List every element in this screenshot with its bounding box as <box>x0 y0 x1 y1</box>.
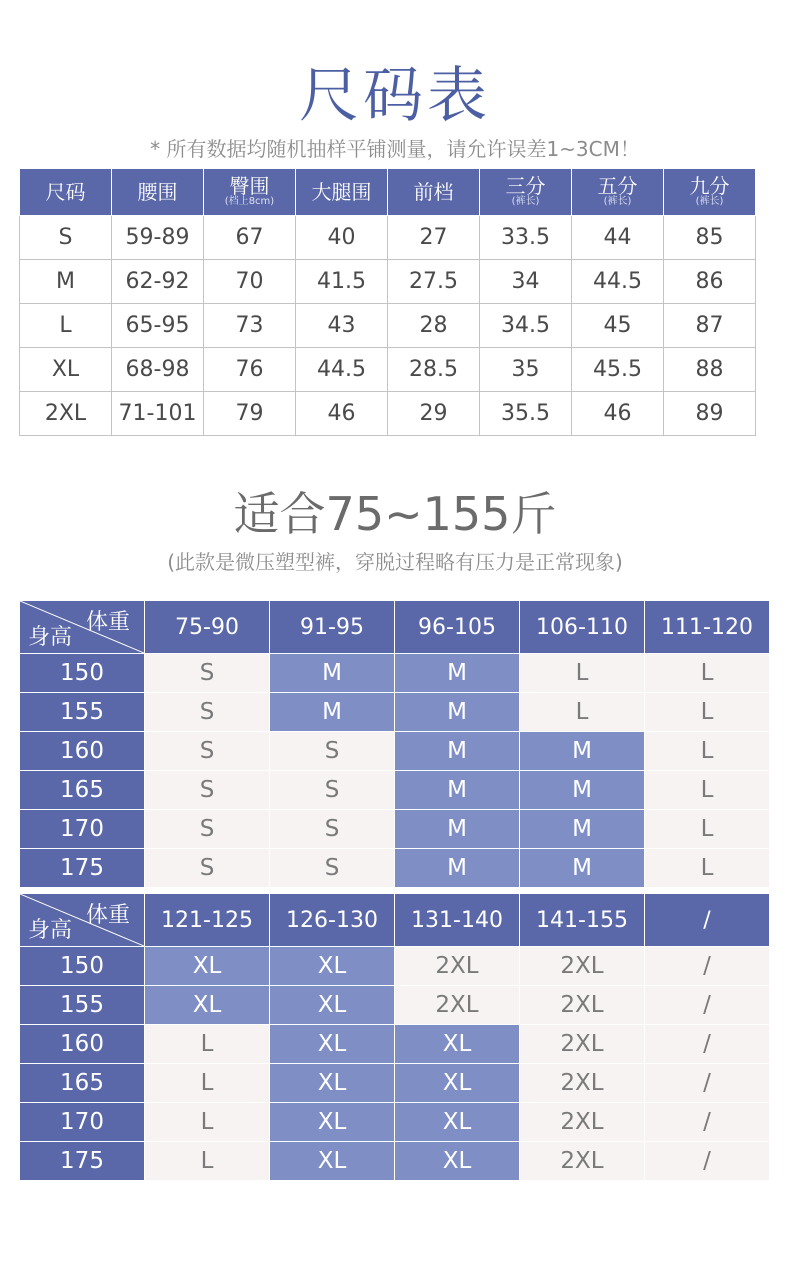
recommended-size-cell: XL <box>145 947 270 986</box>
size-chart-row <box>20 392 756 436</box>
header-label: 尺码 <box>45 179 86 204</box>
weight-range-header: 126-130 <box>270 894 395 947</box>
recommended-size-cell: XL <box>270 1025 395 1064</box>
header-sublabel: (裤长) <box>695 196 724 208</box>
recommendation-row <box>20 1064 770 1103</box>
recommended-size-cell: 2XL <box>520 1142 645 1181</box>
size-chart-cell: 33.5 <box>480 216 572 260</box>
size-chart-cell: 73 <box>204 304 296 348</box>
size-chart-header-cell <box>296 169 388 216</box>
height-cell: 155 <box>20 693 145 732</box>
recommended-size-cell: M <box>395 849 520 888</box>
height-cell: 160 <box>20 1025 145 1064</box>
height-weight-corner-cell <box>20 601 145 654</box>
size-chart-cell: 70 <box>204 260 296 304</box>
recommended-size-cell: M <box>520 810 645 849</box>
recommended-size-cell: L <box>145 1025 270 1064</box>
recommended-size-cell: S <box>145 810 270 849</box>
header-label: 九分 <box>689 174 730 199</box>
recommended-size-cell: M <box>395 732 520 771</box>
size-chart-row <box>20 216 756 260</box>
header-label: 五分 <box>597 174 638 199</box>
recommended-size-cell: 2XL <box>395 986 520 1025</box>
recommended-size-cell: L <box>520 693 645 732</box>
size-chart-table <box>19 168 756 436</box>
weight-range-header: 111-120 <box>645 601 770 654</box>
recommended-size-cell: L <box>645 732 770 771</box>
recommendation-row <box>20 810 770 849</box>
recommended-size-cell: M <box>395 693 520 732</box>
size-chart-cell: 76 <box>204 348 296 392</box>
recommended-size-cell: / <box>645 1103 770 1142</box>
height-cell: 170 <box>20 1103 145 1142</box>
height-cell: 150 <box>20 947 145 986</box>
height-axis-label: 身高 <box>28 918 73 943</box>
header-sublabel: (裤长) <box>603 196 632 208</box>
recommended-size-cell: XL <box>270 986 395 1025</box>
recommended-size-cell: L <box>145 1103 270 1142</box>
size-chart-cell: 44 <box>572 216 664 260</box>
recommendation-row <box>20 771 770 810</box>
size-chart-cell: 41.5 <box>296 260 388 304</box>
recommendation-header-row <box>20 601 770 654</box>
height-weight-corner-cell <box>20 894 145 947</box>
recommended-size-cell: 2XL <box>520 1103 645 1142</box>
size-chart-cell: 67 <box>204 216 296 260</box>
recommended-size-cell: 2XL <box>520 1064 645 1103</box>
size-chart-cell: 2XL <box>20 392 112 436</box>
size-chart-cell: 27 <box>388 216 480 260</box>
size-chart-cell: M <box>20 260 112 304</box>
recommendation-row <box>20 732 770 771</box>
size-chart-cell: 44.5 <box>296 348 388 392</box>
header-sublabel: (裤长) <box>511 196 540 208</box>
header-label: 前档 <box>413 179 454 204</box>
weight-range-header: 96-105 <box>395 601 520 654</box>
height-cell: 170 <box>20 810 145 849</box>
size-chart-cell: 65-95 <box>112 304 204 348</box>
recommended-size-cell: / <box>645 1025 770 1064</box>
size-chart-cell: 79 <box>204 392 296 436</box>
recommended-size-cell: L <box>645 849 770 888</box>
recommended-size-cell: / <box>645 1142 770 1181</box>
header-label: 腰围 <box>137 179 178 204</box>
recommended-size-cell: XL <box>395 1064 520 1103</box>
size-chart-cell: 28.5 <box>388 348 480 392</box>
recommended-size-cell: S <box>145 654 270 693</box>
size-chart-cell: 85 <box>664 216 756 260</box>
size-chart-header-cell <box>20 169 112 216</box>
size-recommendation-table-2 <box>19 893 770 1181</box>
recommended-size-cell: M <box>395 654 520 693</box>
weight-axis-label: 体重 <box>85 903 130 928</box>
height-cell: 165 <box>20 771 145 810</box>
header-sublabel: (档上8cm) <box>224 196 275 208</box>
weight-range-header: 91-95 <box>270 601 395 654</box>
recommended-size-cell: L <box>645 654 770 693</box>
weight-range-header: 75-90 <box>145 601 270 654</box>
recommended-size-cell: M <box>520 771 645 810</box>
recommended-size-cell: L <box>145 1064 270 1103</box>
size-chart-header-cell <box>388 169 480 216</box>
recommended-size-cell: S <box>270 771 395 810</box>
measurement-note: * 所有数据均随机抽样平铺测量，请允许误差1~3CM！ <box>150 137 640 161</box>
recommended-size-cell: L <box>145 1142 270 1181</box>
recommended-size-cell: S <box>145 732 270 771</box>
size-chart-cell: 59-89 <box>112 216 204 260</box>
size-chart-cell: 46 <box>572 392 664 436</box>
size-chart-cell: XL <box>20 348 112 392</box>
size-chart-cell: 88 <box>664 348 756 392</box>
recommended-size-cell: 2XL <box>520 1025 645 1064</box>
recommended-size-cell: XL <box>270 1103 395 1142</box>
recommended-size-cell: XL <box>270 947 395 986</box>
recommended-size-cell: 2XL <box>395 947 520 986</box>
size-chart-header-cell <box>112 169 204 216</box>
size-recommendation-table-1 <box>19 600 770 888</box>
size-chart-header-cell <box>204 169 296 216</box>
recommended-size-cell: S <box>145 849 270 888</box>
recommended-size-cell: M <box>270 654 395 693</box>
weight-range-header: 131-140 <box>395 894 520 947</box>
recommended-size-cell: L <box>645 771 770 810</box>
header-label: 大腿围 <box>311 179 372 204</box>
recommended-size-cell: S <box>145 693 270 732</box>
size-chart-cell: 34 <box>480 260 572 304</box>
size-chart-cell: 43 <box>296 304 388 348</box>
recommended-size-cell: XL <box>145 986 270 1025</box>
size-chart-cell: 46 <box>296 392 388 436</box>
recommended-size-cell: M <box>270 693 395 732</box>
size-chart-cell: L <box>20 304 112 348</box>
recommended-size-cell: XL <box>270 1142 395 1181</box>
recommended-size-cell: / <box>645 947 770 986</box>
compression-note: (此款是微压塑型裤，穿脱过程略有压力是正常现象) <box>167 550 623 574</box>
size-chart-header-cell <box>480 169 572 216</box>
recommended-size-cell: / <box>645 986 770 1025</box>
recommended-size-cell: XL <box>270 1064 395 1103</box>
recommended-size-cell: L <box>520 654 645 693</box>
recommended-size-cell: M <box>395 810 520 849</box>
size-chart-cell: 35.5 <box>480 392 572 436</box>
size-chart-row <box>20 348 756 392</box>
weight-axis-label: 体重 <box>85 610 130 635</box>
recommended-size-cell: XL <box>395 1025 520 1064</box>
recommended-size-cell: XL <box>395 1103 520 1142</box>
size-chart-cell: 89 <box>664 392 756 436</box>
size-chart-cell: 44.5 <box>572 260 664 304</box>
recommendation-row <box>20 986 770 1025</box>
size-chart-cell: 62-92 <box>112 260 204 304</box>
size-chart-cell: 87 <box>664 304 756 348</box>
weight-range-title: 适合75~155斤 <box>233 487 557 541</box>
size-chart-row <box>20 260 756 304</box>
recommended-size-cell: M <box>520 732 645 771</box>
size-chart-header-cell <box>664 169 756 216</box>
size-chart-cell: 34.5 <box>480 304 572 348</box>
recommendation-row <box>20 654 770 693</box>
size-chart-cell: 71-101 <box>112 392 204 436</box>
size-chart-cell: 35 <box>480 348 572 392</box>
header-label: 三分 <box>505 174 546 199</box>
recommended-size-cell: XL <box>395 1142 520 1181</box>
page-title: 尺码表 <box>299 61 491 131</box>
size-chart-cell: 86 <box>664 260 756 304</box>
recommended-size-cell: L <box>645 810 770 849</box>
recommended-size-cell: M <box>520 849 645 888</box>
weight-range-header: 106-110 <box>520 601 645 654</box>
height-cell: 165 <box>20 1064 145 1103</box>
recommended-size-cell: S <box>270 810 395 849</box>
size-chart-cell: 27.5 <box>388 260 480 304</box>
recommendation-header-row <box>20 894 770 947</box>
recommended-size-cell: S <box>270 849 395 888</box>
size-chart-cell: S <box>20 216 112 260</box>
recommended-size-cell: L <box>645 693 770 732</box>
size-chart-cell: 40 <box>296 216 388 260</box>
recommendation-row <box>20 947 770 986</box>
size-chart-cell: 28 <box>388 304 480 348</box>
recommended-size-cell: S <box>145 771 270 810</box>
recommendation-row <box>20 1142 770 1181</box>
recommended-size-cell: 2XL <box>520 947 645 986</box>
size-chart-row <box>20 304 756 348</box>
recommendation-row <box>20 693 770 732</box>
height-cell: 175 <box>20 1142 145 1181</box>
recommended-size-cell: 2XL <box>520 986 645 1025</box>
weight-range-header: 141-155 <box>520 894 645 947</box>
height-cell: 155 <box>20 986 145 1025</box>
size-chart-header-cell <box>572 169 664 216</box>
height-cell: 150 <box>20 654 145 693</box>
recommended-size-cell: M <box>395 771 520 810</box>
size-chart-cell: 45.5 <box>572 348 664 392</box>
height-cell: 160 <box>20 732 145 771</box>
size-chart-cell: 68-98 <box>112 348 204 392</box>
height-axis-label: 身高 <box>28 625 73 650</box>
size-chart-cell: 45 <box>572 304 664 348</box>
height-cell: 175 <box>20 849 145 888</box>
recommended-size-cell: / <box>645 1064 770 1103</box>
recommendation-row <box>20 849 770 888</box>
weight-range-header: / <box>645 894 770 947</box>
recommendation-row <box>20 1103 770 1142</box>
header-label: 臀围 <box>229 174 270 199</box>
recommendation-row <box>20 1025 770 1064</box>
size-chart-cell: 29 <box>388 392 480 436</box>
weight-range-header: 121-125 <box>145 894 270 947</box>
size-chart-header-row <box>20 169 756 216</box>
recommended-size-cell: S <box>270 732 395 771</box>
